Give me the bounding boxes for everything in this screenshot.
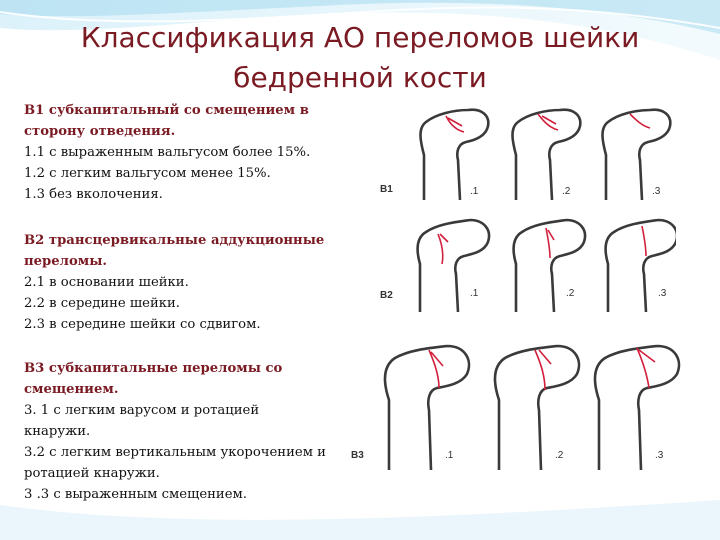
figure-group-label: B1 [380,184,393,195]
figure-label: .2 [562,186,571,197]
section-heading: B1 субкапитальный со смещением в сторону отведения. [24,103,309,139]
femur-illustration [603,110,671,200]
figure-group-label: B2 [380,290,393,301]
figure-label: .1 [470,186,479,197]
femur-illustration [421,110,489,200]
title-line-2: бедренной кости [233,61,487,94]
figure-label: .2 [566,288,575,299]
list-item: 1.2 с легким вальгусом менее 15%. [24,166,271,181]
list-item: 3. 1 с легким варусом и ротацией кнаружи. [24,403,260,439]
figure-group-label: B3 [351,450,364,461]
figure-label: .1 [470,288,479,299]
figure-label: .3 [658,288,667,299]
figure-b3-femur-diagrams [345,330,685,470]
femur-illustration [606,220,676,312]
slide-title [60,18,660,98]
figure-label: .1 [445,450,454,461]
title-line-1: Классификация АО переломов шейки [80,21,640,54]
section-heading: B2 трансцервикальные аддукционные переломы. [24,233,325,269]
list-item: 1.3 без вколочения. [24,187,163,202]
section-b1 [24,100,344,205]
femur-illustration [495,346,579,470]
list-item: 2.3 в середине шейки со сдвигом. [24,317,261,332]
femur-illustration [418,220,490,312]
list-item: 3 .3 с выраженным смещением. [24,487,247,502]
list-item: 1.1 с выраженным вальгусом более 15%. [24,145,311,160]
section-heading: B3 субкапитальные переломы со смещением. [24,361,283,397]
femur-illustration [514,220,586,312]
section-b3 [24,358,329,505]
figure-label: .3 [652,186,661,197]
femur-illustration [595,346,679,470]
figure-label: .3 [655,450,664,461]
femur-illustration [385,346,469,470]
figure-label: .2 [555,450,564,461]
list-item: 3.2 с легким вертикальным укорочением и ротацией кнаружи. [24,445,326,481]
section-b2 [24,230,344,335]
femur-illustration [513,110,581,200]
list-item: 2.1 в основании шейки. [24,275,189,290]
list-item: 2.2 в середине шейки. [24,296,180,311]
figure-b2-femur-diagrams [376,212,676,312]
figure-b1-femur-diagrams [376,100,672,200]
